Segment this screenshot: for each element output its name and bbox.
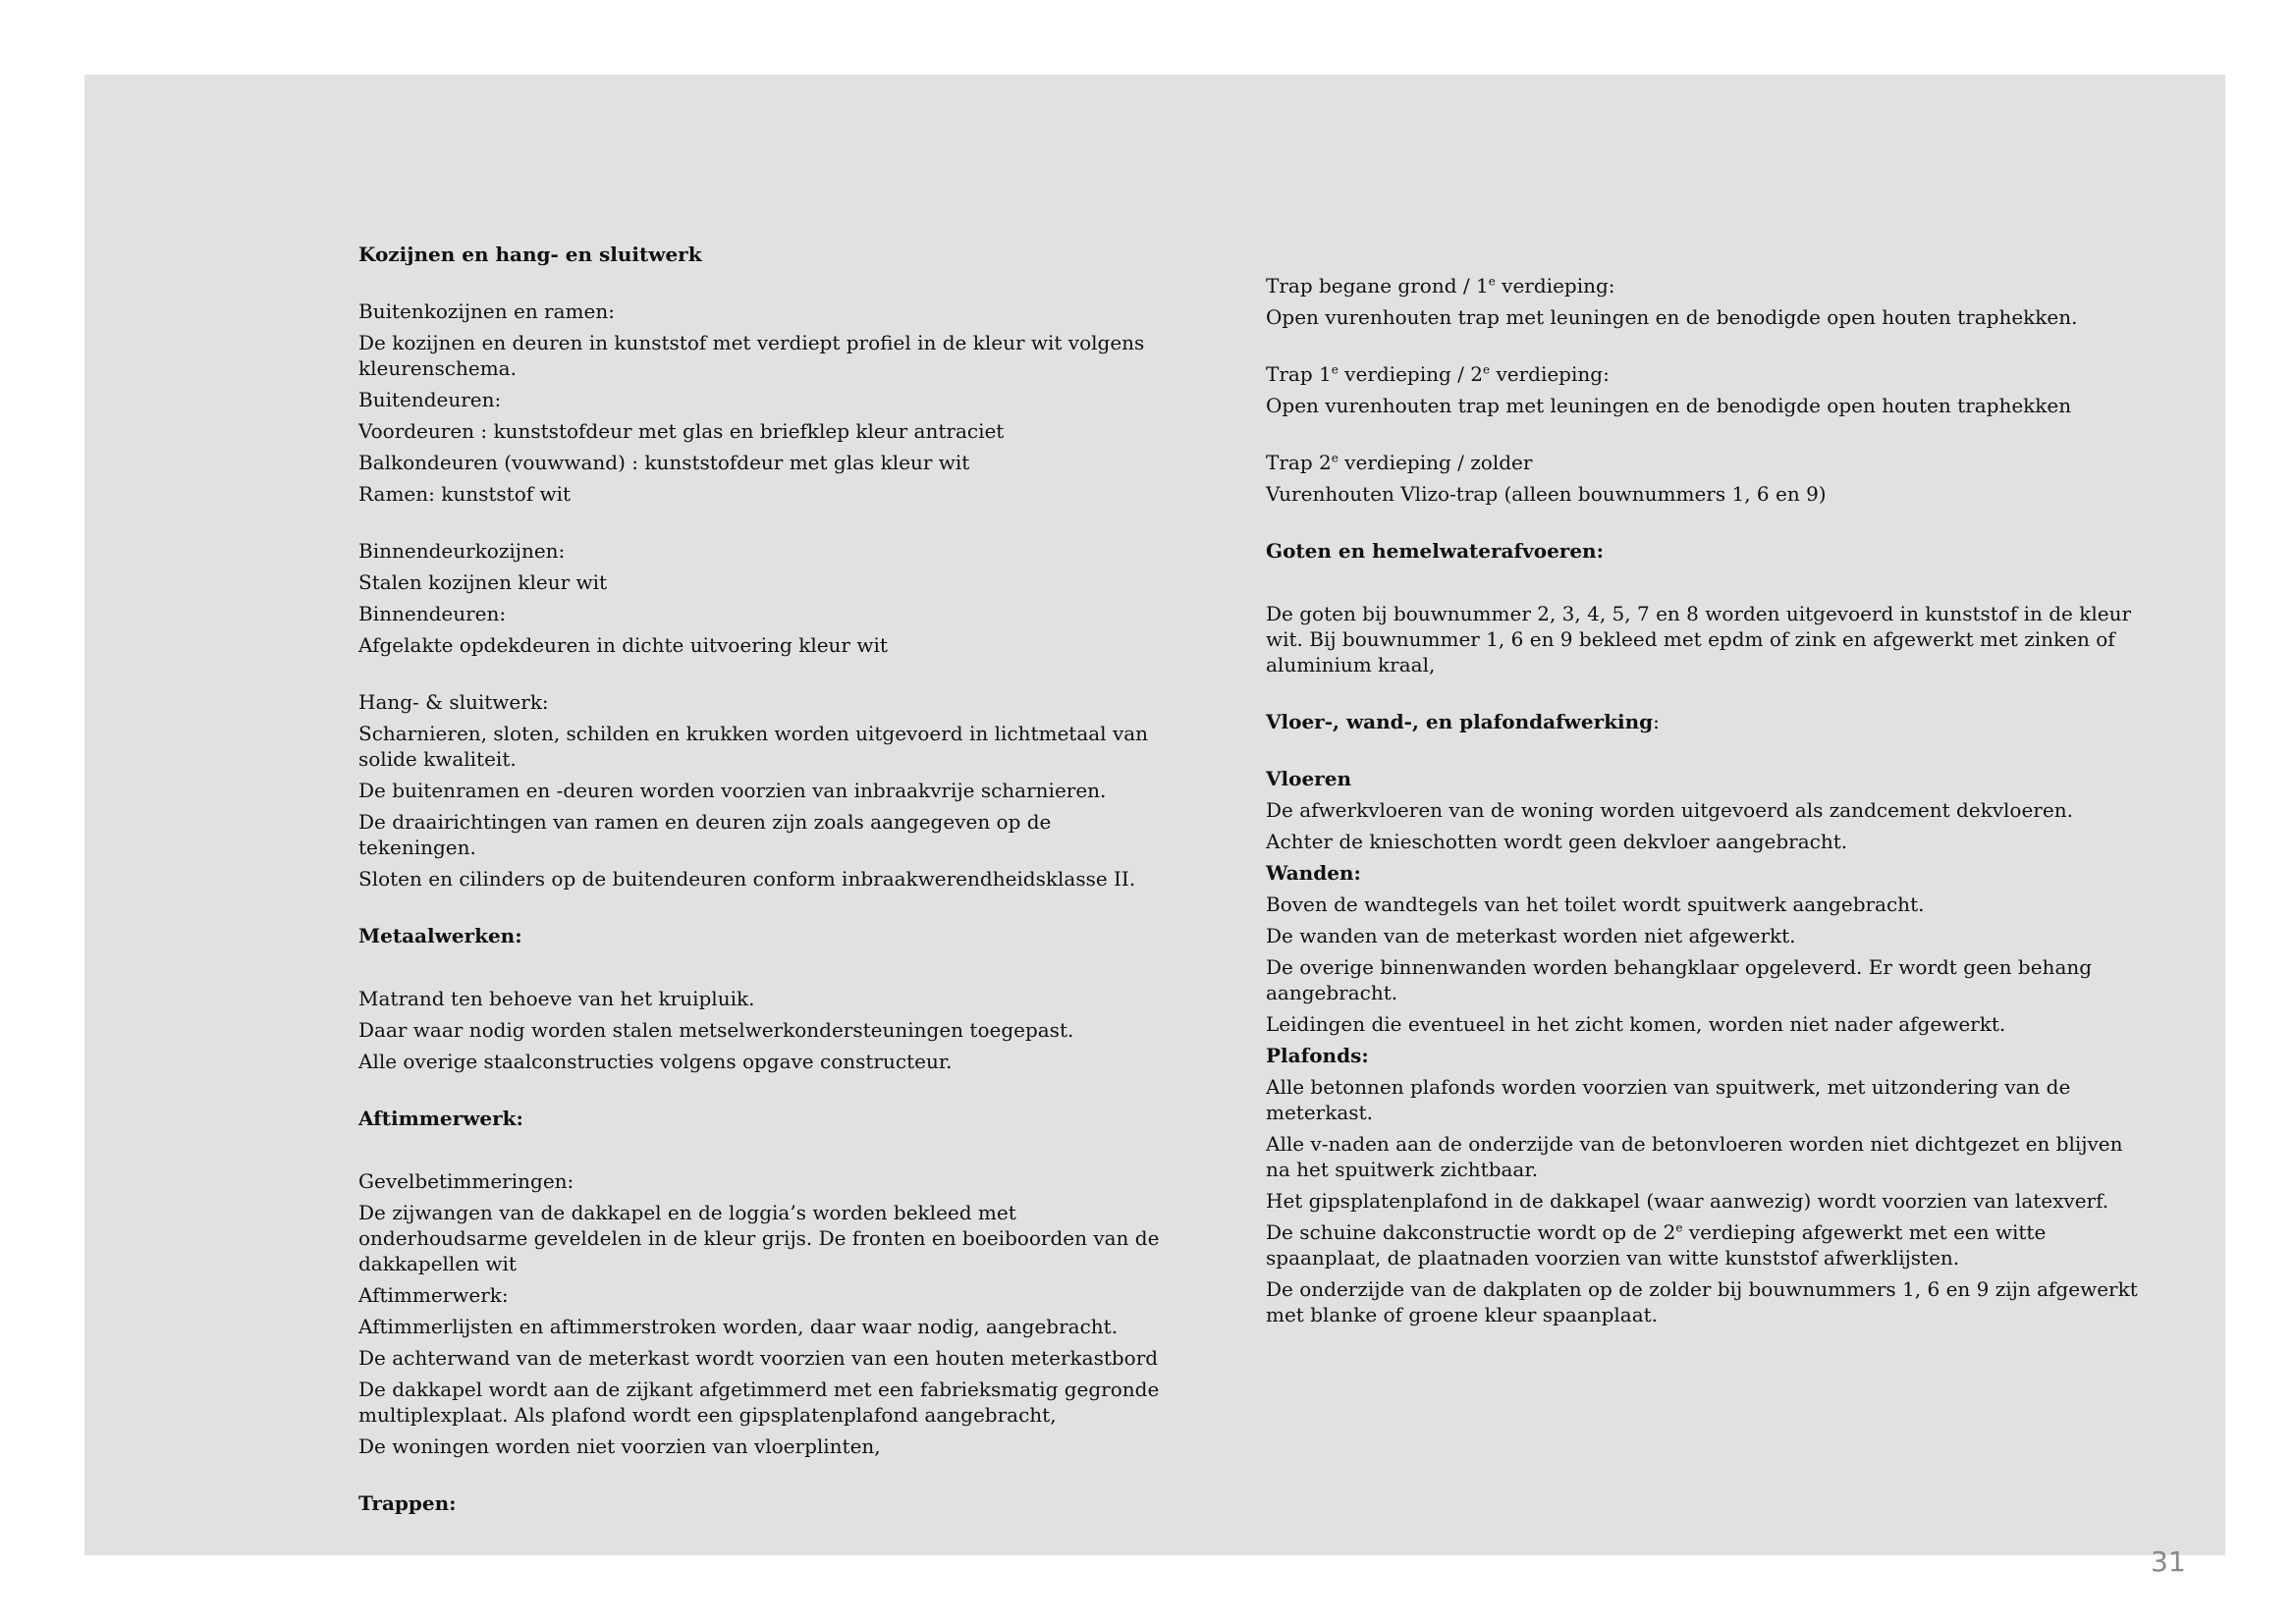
vloeren-text: Achter de knieschotten wordt geen dekvloer aangebracht. <box>1266 830 1848 853</box>
trap-begane-grond-label: Trap begane grond / 1e verdieping: <box>1266 274 1615 297</box>
hang-sluitwerk-text: De buitenramen en -deuren worden voorzien van inbraakvrije scharnieren. <box>358 779 1107 802</box>
binnendeurkozijnen-text: Stalen kozijnen kleur wit <box>358 570 608 594</box>
wanden-text: Leidingen die eventueel in het zicht komen, worden niet nader afgewerkt. <box>1266 1012 2006 1036</box>
goten-text: De goten bij bouwnummer 2, 3, 4, 5, 7 en 8 worden uitgevoerd in kunststof in de kleur wit. Bij bouwnummer 1, 6 en 9 bekleed met epdm of zink en afgewerkt met zinken of aluminium kraal, <box>1266 602 2132 676</box>
trap-begane-grond-text: Open vurenhouten trap met leuningen en de benodigde open houten traphekken. <box>1266 305 2078 329</box>
trap-zolder-text: Vurenhouten Vlizo-trap (alleen bouwnummers 1, 6 en 9) <box>1266 482 1827 506</box>
aftimmerwerk-text: De dakkapel wordt aan de zijkant afgetimmerd met een fabrieksmatig gegronde multiplexplaat. Als plafond wordt een gipsplatenplafond aangebracht, <box>358 1378 1160 1427</box>
binnendeuren-label: Binnendeuren: <box>358 602 507 625</box>
trap-eerste-verdieping-label: Trap 1e verdieping / 2e verdieping: <box>1266 362 1610 386</box>
heading-aftimmerwerk: Aftimmerwerk: <box>358 1107 523 1130</box>
plafonds-text: De schuine dakconstructie wordt op de 2e verdieping afgewerkt met een witte spaanplaat, de plaatnaden voorzien van witte kunststof afwerklijsten. <box>1266 1220 2047 1270</box>
plafonds-text: Het gipsplatenplafond in de dakkapel (waar aanwezig) wordt voorzien van latexverf. <box>1266 1189 2109 1213</box>
gevelbetimmeringen-label: Gevelbetimmeringen: <box>358 1169 574 1193</box>
heading-wanden: Wanden: <box>1266 861 1361 885</box>
metaalwerken-text: Matrand ten behoeve van het kruipluik. <box>358 987 755 1010</box>
voordeuren-text: Voordeuren : kunststofdeur met glas en briefklep kleur antraciet <box>358 419 1005 443</box>
right-column <box>1266 273 2150 1333</box>
buitenkozijnen-text: De kozijnen en deuren in kunststof met verdiept profiel in de kleur wit volgens kleurenschema. <box>358 331 1145 380</box>
plafonds-text: Alle betonnen plafonds worden voorzien van spuitwerk, met uitzondering van de meterkast. <box>1266 1075 2071 1124</box>
hang-sluitwerk-label: Hang- & sluitwerk: <box>358 690 549 714</box>
document-page <box>84 75 2225 1578</box>
buitenkozijnen-label: Buitenkozijnen en ramen: <box>358 299 615 323</box>
aftimmerwerk-text: De achterwand van de meterkast wordt voorzien van een houten meterkastbord <box>358 1346 1159 1370</box>
heading-goten: Goten en hemelwaterafvoeren: <box>1266 539 1604 563</box>
wanden-text: Boven de wandtegels van het toilet wordt spuitwerk aangebracht. <box>1266 892 1925 916</box>
trap-eerste-verdieping-text: Open vurenhouten trap met leuningen en de benodigde open houten traphekken <box>1266 394 2072 417</box>
aftimmerwerk-label: Aftimmerwerk: <box>358 1283 509 1307</box>
plafonds-text: De onderzijde van de dakplaten op de zolder bij bouwnummers 1, 6 en 9 zijn afgewerkt met blanke of groene kleur spaanplaat. <box>1266 1277 2138 1326</box>
heading-vloeren: Vloeren <box>1266 767 1351 790</box>
hang-sluitwerk-text: De draairichtingen van ramen en deuren zijn zoals aangegeven op de tekeningen. <box>358 810 1052 859</box>
wanden-text: De wanden van de meterkast worden niet afgewerkt. <box>1266 924 1796 947</box>
heading-vloer-wand-plafond: Vloer-, wand-, en plafondafwerking: <box>1266 710 1660 733</box>
ramen-text: Ramen: kunststof wit <box>358 482 572 506</box>
hang-sluitwerk-text: Sloten en cilinders op de buitendeuren conform inbraakwerendheidsklasse II. <box>358 867 1136 891</box>
left-column <box>358 242 1174 1522</box>
heading-plafonds: Plafonds: <box>1266 1044 1369 1067</box>
trap-zolder-label: Trap 2e verdieping / zolder <box>1266 451 1533 474</box>
vloeren-text: De afwerkvloeren van de woning worden uitgevoerd als zandcement dekvloeren. <box>1266 798 2073 822</box>
metaalwerken-text: Daar waar nodig worden stalen metselwerkondersteuningen toegepast. <box>358 1018 1074 1042</box>
gevelbetimmeringen-text: De zijwangen van de dakkapel en de loggia’s worden bekleed met onderhoudsarme geveldelen in de kleur grijs. De fronten en boeiboorden van de dakkapellen wit <box>358 1201 1160 1275</box>
wanden-text: De overige binnenwanden worden behangklaar opgeleverd. Er wordt geen behang aangebracht. <box>1266 955 2093 1004</box>
buitendeuren-label: Buitendeuren: <box>358 388 502 411</box>
heading-trappen: Trappen: <box>358 1491 457 1515</box>
heading-metaalwerken: Metaalwerken: <box>358 924 522 947</box>
binnendeurkozijnen-label: Binnendeurkozijnen: <box>358 539 566 563</box>
binnendeuren-text: Afgelakte opdekdeuren in dichte uitvoering kleur wit <box>358 633 888 657</box>
plafonds-text: Alle v-naden aan de onderzijde van de betonvloeren worden niet dichtgezet en blijven na het spuitwerk zichtbaar. <box>1266 1132 2123 1181</box>
balkondeuren-text: Balkondeuren (vouwwand) : kunststofdeur met glas kleur wit <box>358 451 970 474</box>
aftimmerwerk-text: Aftimmerlijsten en aftimmerstroken worden, daar waar nodig, aangebracht. <box>358 1315 1119 1338</box>
heading-kozijnen: Kozijnen en hang- en sluitwerk <box>358 243 702 266</box>
aftimmerwerk-text: De woningen worden niet voorzien van vloerplinten, <box>358 1434 881 1458</box>
page-number: 31 <box>2151 1545 2186 1578</box>
hang-sluitwerk-text: Scharnieren, sloten, schilden en krukken worden uitgevoerd in lichtmetaal van solide kwaliteit. <box>358 722 1149 771</box>
metaalwerken-text: Alle overige staalconstructies volgens opgave constructeur. <box>358 1050 953 1073</box>
